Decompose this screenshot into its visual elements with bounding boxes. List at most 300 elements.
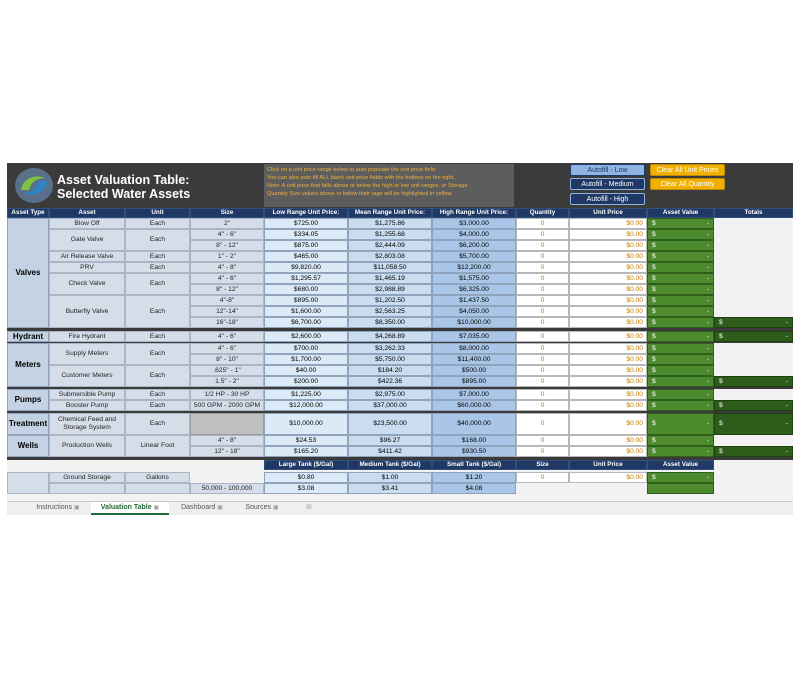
value-dash: - (706, 420, 709, 428)
tab-label: Instructions (36, 504, 73, 511)
quantity-input[interactable]: 0 (516, 273, 569, 284)
currency-symbol: $ (652, 274, 656, 282)
unit-price-input[interactable]: $0.00 (569, 306, 647, 317)
low-price-cell[interactable]: $700.00 (264, 343, 348, 354)
high-price-cell[interactable]: $5,700.00 (432, 251, 516, 262)
currency-symbol: $ (652, 355, 656, 363)
asset-value-cell (647, 317, 714, 328)
mean-price-cell[interactable]: $1,275.86 (348, 218, 432, 229)
currency-symbol: $ (652, 473, 656, 481)
col-header-storage-asset-value: Asset Value (647, 460, 714, 470)
value-dash: - (785, 447, 788, 455)
lock-icon: ▣ (272, 505, 279, 511)
col-header-high: High Range Unit Price: (432, 208, 516, 218)
low-price-cell[interactable]: $10,000.00 (264, 413, 348, 435)
currency-symbol: $ (652, 241, 656, 249)
currency-symbol: $ (719, 332, 723, 340)
lock-icon: ▣ (74, 505, 80, 511)
low-price-cell[interactable]: $1,295.57 (264, 273, 348, 284)
unit-price-input[interactable]: $0.00 (569, 413, 647, 435)
low-price-cell[interactable]: $875.00 (264, 240, 348, 251)
low-price-cell[interactable]: $1,225.00 (264, 389, 348, 400)
swirl-logo-icon (13, 166, 55, 205)
low-price-cell[interactable]: $2,600.00 (264, 331, 348, 342)
size-cell: 50,000 - 100,000 (190, 483, 264, 494)
mean-price-cell[interactable]: $1.00 (348, 472, 432, 483)
size-cell: 500 GPM - 2000 GPM (190, 400, 264, 411)
low-price-cell[interactable]: $165.20 (264, 446, 348, 457)
mean-price-cell[interactable]: $37,000.00 (348, 400, 432, 411)
unit-cell: Gallons (125, 472, 190, 483)
asset-value-cell (647, 354, 714, 365)
currency-symbol: $ (652, 344, 656, 352)
unit-price-input[interactable]: $0.00 (569, 251, 647, 262)
asset-supply-meters: Supply Meters (49, 343, 125, 365)
note-line: You can also auto fill ALL blank unit price fields with the buttons on the right. (267, 175, 455, 181)
spreadsheet-area (7, 163, 793, 515)
low-price-cell[interactable]: $334.05 (264, 229, 348, 240)
total-empty-cell (714, 354, 793, 365)
unit-price-input[interactable]: $0.00 (569, 472, 647, 483)
mean-price-cell[interactable]: $2,988.89 (348, 284, 432, 295)
autofill-high-button[interactable]: Autofill - High (570, 193, 645, 205)
asset-value-cell (647, 413, 714, 435)
value-dash: - (785, 377, 788, 385)
tab-sources[interactable] (235, 502, 289, 515)
size-blank-cell (190, 472, 264, 483)
size-cell: 4" - 6" (190, 273, 264, 284)
instructions-note (264, 164, 514, 207)
asset-prv: PRV (49, 262, 125, 273)
total-empty-cell (714, 295, 793, 306)
quantity-input[interactable]: 0 (516, 306, 569, 317)
asset-ground-storage: Ground Storage (49, 472, 125, 483)
asset-value-cell (647, 273, 714, 284)
quantity-input[interactable]: 0 (516, 446, 569, 457)
unit-cell: Each (125, 400, 190, 411)
size-cell: 1.5" - 2" (190, 376, 264, 387)
col-header-size: Size (190, 208, 264, 218)
unit-price-input[interactable]: $0.00 (569, 365, 647, 376)
currency-symbol: $ (719, 401, 723, 409)
quantity-input[interactable]: 0 (516, 343, 569, 354)
col-header-medium-tank: Medium Tank ($/Gal) (348, 460, 432, 470)
value-dash: - (706, 252, 709, 260)
asset-value-cell (647, 376, 714, 387)
high-price-cell[interactable]: $40,000.00 (432, 413, 516, 435)
unit-price-input[interactable]: $0.00 (569, 343, 647, 354)
unit-price-input[interactable]: $0.00 (569, 295, 647, 306)
low-price-cell[interactable]: $3.08 (264, 483, 348, 494)
unit-cell: Each (125, 413, 190, 435)
value-dash: - (706, 318, 709, 326)
value-dash: - (706, 355, 709, 363)
autofill-medium-button[interactable]: Autofill - Medium (570, 178, 645, 190)
quantity-input[interactable]: 0 (516, 435, 569, 446)
quantity-input[interactable]: 0 (516, 251, 569, 262)
asset-value-cell (647, 472, 714, 483)
low-price-cell[interactable]: $465.00 (264, 251, 348, 262)
total-empty-cell (714, 229, 793, 240)
size-cell: 4" - 8" (190, 262, 264, 273)
size-cell: 4" - 6" (190, 331, 264, 342)
col-header-low: Low Range Unit Price: (264, 208, 348, 218)
quantity-input[interactable]: 0 (516, 365, 569, 376)
asset-type-hydrant: Hydrant (7, 331, 49, 342)
total-empty-cell (714, 435, 793, 446)
asset-booster: Booster Pump (49, 400, 125, 411)
low-price-cell[interactable]: $725.00 (264, 218, 348, 229)
high-price-cell[interactable]: $1,575.00 (432, 273, 516, 284)
value-dash: - (706, 307, 709, 315)
size-cell: 12" - 18" (190, 446, 264, 457)
size-cell: 8" - 12" (190, 240, 264, 251)
high-price-cell[interactable]: $10,000.00 (432, 317, 516, 328)
quantity-input[interactable]: 0 (516, 229, 569, 240)
total-empty-cell (714, 343, 793, 354)
sheet-tab-bar (7, 501, 793, 515)
high-price-cell[interactable]: $4.08 (432, 483, 516, 494)
quantity-input[interactable]: 0 (516, 240, 569, 251)
high-price-cell[interactable]: $6,325.00 (432, 284, 516, 295)
unit-cell: Linear Foot (125, 435, 190, 457)
unit-price-input[interactable]: $0.00 (569, 376, 647, 387)
low-price-cell[interactable]: $895.00 (264, 295, 348, 306)
tab-label: Sources (245, 504, 272, 511)
total-empty-cell (714, 262, 793, 273)
quantity-input[interactable]: 0 (516, 317, 569, 328)
unit-cell: Each (125, 389, 190, 400)
low-price-cell[interactable]: $200.00 (264, 376, 348, 387)
asset-value-cell (647, 343, 714, 354)
quantity-input[interactable]: 0 (516, 284, 569, 295)
value-dash: - (706, 473, 709, 481)
size-cell: 4" - 6" (190, 229, 264, 240)
value-dash: - (706, 241, 709, 249)
currency-symbol: $ (719, 377, 723, 385)
unit-price-input[interactable]: $0.00 (569, 317, 647, 328)
currency-symbol: $ (719, 447, 723, 455)
mean-price-cell[interactable]: $2,803.08 (348, 251, 432, 262)
quantity-input[interactable]: 0 (516, 413, 569, 435)
size-cell: 4"-8" (190, 295, 264, 306)
asset-submersible: Submersible Pump (49, 389, 125, 400)
col-header-asset-value: Asset Value (647, 208, 714, 218)
title-line-2: Selected Water Assets (57, 187, 191, 201)
currency-symbol: $ (652, 447, 656, 455)
high-price-cell[interactable]: $7,000.00 (432, 389, 516, 400)
high-price-cell[interactable]: $11,400.00 (432, 354, 516, 365)
value-dash: - (706, 263, 709, 271)
size-blank-cell (190, 413, 264, 435)
mean-price-cell[interactable]: $96.27 (348, 435, 432, 446)
high-price-cell[interactable]: $168.00 (432, 435, 516, 446)
value-dash: - (706, 344, 709, 352)
total-empty-cell (714, 251, 793, 262)
asset-production-wells: Production Wells (49, 435, 125, 457)
unit-cell: Each (125, 262, 190, 273)
unit-price-input[interactable]: $0.00 (569, 446, 647, 457)
page-title (57, 173, 190, 201)
unit-price-input[interactable]: $0.00 (569, 240, 647, 251)
clear-unit-prices-button[interactable]: Clear All Unit Prices (650, 164, 725, 176)
mean-price-cell[interactable]: $411.42 (348, 446, 432, 457)
title-line-1: Asset Valuation Table: (57, 173, 190, 187)
mean-price-cell[interactable]: $1,465.19 (348, 273, 432, 284)
tab-instructions[interactable] (29, 502, 87, 515)
group-total-cell (714, 317, 793, 328)
value-dash: - (785, 318, 788, 326)
value-dash: - (785, 401, 788, 409)
asset-fire-hydrant: Fire Hydrant (49, 331, 125, 342)
high-price-cell[interactable]: $7,035.00 (432, 331, 516, 342)
total-empty-cell (714, 389, 793, 400)
asset-type-meters: Meters (7, 343, 49, 387)
clear-quantity-button[interactable]: Clear All Quantity (650, 178, 725, 190)
asset-value-cell (647, 284, 714, 295)
currency-symbol: $ (719, 318, 723, 326)
add-sheet-icon[interactable]: ⊞ (306, 504, 312, 511)
tab-label: Dashboard (181, 504, 216, 511)
high-price-cell[interactable]: $1.20 (432, 472, 516, 483)
size-cell: 1" - 2" (190, 251, 264, 262)
size-cell: 8" - 12" (190, 284, 264, 295)
asset-type-valves: Valves (7, 218, 49, 328)
mean-price-cell[interactable]: $23,500.00 (348, 413, 432, 435)
high-price-cell[interactable]: $895.00 (432, 376, 516, 387)
unit-blank-cell (125, 483, 190, 494)
mean-price-cell[interactable]: $2,975.00 (348, 389, 432, 400)
unit-price-input[interactable]: $0.00 (569, 400, 647, 411)
currency-symbol: $ (652, 390, 656, 398)
asset-value-cell (647, 389, 714, 400)
tab-valuation-table[interactable] (91, 502, 169, 515)
note-line: Note: A unit price that falls above or below the high or low unit ranges, or Storage (267, 183, 468, 189)
asset-value-cell (647, 400, 714, 411)
note-line: Click on a unit price range below to auto populate the unit price field. (267, 167, 437, 173)
asset-value-cell (647, 251, 714, 262)
mean-price-cell[interactable]: $11,058.50 (348, 262, 432, 273)
asset-butterfly: Butterfly Valve (49, 295, 125, 328)
asset-value-cell (647, 365, 714, 376)
total-empty-cell (714, 365, 793, 376)
tab-label: Valuation Table (100, 504, 152, 511)
mean-price-cell[interactable]: $2,444.09 (348, 240, 432, 251)
value-dash: - (706, 390, 709, 398)
asset-blow-off: Blow Off (49, 218, 125, 229)
mean-price-cell[interactable]: $184.20 (348, 365, 432, 376)
col-header-small-tank: Small Tank ($/Gal) (432, 460, 516, 470)
asset-blank-cell (49, 483, 125, 494)
col-header-unit-price: Unit Price (569, 208, 647, 218)
col-header-asset: Asset (49, 208, 125, 218)
currency-symbol: $ (652, 436, 656, 444)
asset-chemical: Chemical Feed and Storage System (49, 413, 125, 435)
spacer-cell (7, 460, 49, 470)
asset-value-cell (647, 446, 714, 457)
asset-gate-valve: Gate Valve (49, 229, 125, 251)
lock-icon: ▣ (217, 505, 223, 511)
col-header-unit: Unit (125, 208, 190, 218)
value-dash: - (706, 377, 709, 385)
note-line: Quantity Size values above or below their rage will be highlighted in yellow. (267, 191, 453, 197)
asset-value-cell (647, 229, 714, 240)
value-dash: - (785, 332, 788, 340)
size-cell: 4" - 6" (190, 343, 264, 354)
unit-price-input[interactable]: $0.00 (569, 284, 647, 295)
size-cell: 8" - 10" (190, 354, 264, 365)
group-total-cell (714, 331, 793, 342)
asset-value-cell (647, 331, 714, 342)
unit-price-input[interactable]: $0.00 (569, 218, 647, 229)
unit-cell: Each (125, 251, 190, 262)
high-price-cell[interactable]: $6,200.00 (432, 240, 516, 251)
lock-icon: ▣ (153, 505, 160, 511)
unit-cell: Each (125, 218, 190, 229)
asset-value-cell (647, 262, 714, 273)
mean-price-cell[interactable]: $2,563.25 (348, 306, 432, 317)
low-price-cell[interactable]: $40.00 (264, 365, 348, 376)
currency-symbol: $ (652, 296, 656, 304)
currency-symbol: $ (652, 366, 656, 374)
mean-price-cell[interactable]: $1,202.50 (348, 295, 432, 306)
quantity-input[interactable]: 0 (516, 400, 569, 411)
mean-price-cell[interactable]: $3.41 (348, 483, 432, 494)
high-price-cell[interactable]: $60,000.00 (432, 400, 516, 411)
col-header-asset-type: Asset Type (7, 208, 49, 218)
low-price-cell[interactable]: $6,700.00 (264, 317, 348, 328)
col-header-quantity: Quantity (516, 208, 569, 218)
size-cell: 1/2 HP - 30 HP (190, 389, 264, 400)
high-price-cell[interactable]: $4,050.00 (432, 306, 516, 317)
asset-value-cell (647, 218, 714, 229)
currency-symbol: $ (652, 263, 656, 271)
quantity-input[interactable]: 0 (516, 331, 569, 342)
col-header-storage-size: Size (516, 460, 569, 470)
high-price-cell[interactable]: $8,000.00 (432, 343, 516, 354)
size-cell: 2" (190, 218, 264, 229)
high-price-cell[interactable]: $4,000.00 (432, 229, 516, 240)
low-price-cell[interactable]: $680.00 (264, 284, 348, 295)
quantity-input[interactable]: 0 (516, 354, 569, 365)
total-empty-cell (714, 240, 793, 251)
quantity-input[interactable]: 0 (516, 295, 569, 306)
asset-type-treatment: Treatment (7, 413, 49, 435)
autofill-low-button[interactable]: Autofill - Low (570, 164, 645, 176)
asset-type-wells: Wells (7, 435, 49, 457)
group-total-cell (714, 413, 793, 435)
low-price-cell[interactable]: $1,700.00 (264, 354, 348, 365)
group-total-cell (714, 400, 793, 411)
tab-dashboard[interactable] (173, 502, 231, 515)
low-price-cell[interactable]: $0.80 (264, 472, 348, 483)
unit-cell: Each (125, 331, 190, 342)
value-dash: - (706, 332, 709, 340)
value-dash: - (706, 296, 709, 304)
asset-type-storage (7, 472, 49, 494)
value-dash: - (706, 285, 709, 293)
size-cell: 12"-14" (190, 306, 264, 317)
low-price-cell[interactable]: $1,600.00 (264, 306, 348, 317)
col-header-mean: Mean Range Unit Price: (348, 208, 432, 218)
currency-symbol: $ (652, 318, 656, 326)
unit-price-input[interactable]: $0.00 (569, 273, 647, 284)
low-price-cell[interactable]: $24.53 (264, 435, 348, 446)
value-dash: - (706, 447, 709, 455)
quantity-input[interactable]: 0 (516, 389, 569, 400)
quantity-input[interactable]: 0 (516, 472, 569, 483)
value-dash: - (706, 219, 709, 227)
group-total-cell (714, 376, 793, 387)
total-empty-cell (714, 218, 793, 229)
value-dash: - (785, 420, 788, 428)
high-price-cell[interactable]: $930.50 (432, 446, 516, 457)
value-dash: - (706, 274, 709, 282)
currency-symbol: $ (652, 230, 656, 238)
low-price-cell[interactable]: $9,820.00 (264, 262, 348, 273)
unit-cell: Each (125, 295, 190, 328)
currency-symbol: $ (652, 307, 656, 315)
asset-value-cell (647, 306, 714, 317)
value-dash: - (706, 366, 709, 374)
unit-cell: Each (125, 273, 190, 295)
unit-price-input[interactable]: $0.00 (569, 354, 647, 365)
asset-value-cell (647, 295, 714, 306)
mean-price-cell[interactable]: $1,255.68 (348, 229, 432, 240)
high-price-cell[interactable]: $500.00 (432, 365, 516, 376)
unit-price-input[interactable]: $0.00 (569, 262, 647, 273)
size-cell: 16"-18" (190, 317, 264, 328)
mean-price-cell[interactable]: $5,750.00 (348, 354, 432, 365)
mean-price-cell[interactable]: $8,350.00 (348, 317, 432, 328)
asset-value-cell (647, 483, 714, 494)
unit-price-input[interactable]: $0.00 (569, 435, 647, 446)
high-price-cell[interactable]: $12,200.00 (432, 262, 516, 273)
unit-price-input[interactable]: $0.00 (569, 229, 647, 240)
value-dash: - (706, 436, 709, 444)
high-price-cell[interactable]: $1,437.50 (432, 295, 516, 306)
total-empty-cell (714, 306, 793, 317)
size-cell: 4" - 8" (190, 435, 264, 446)
quantity-input[interactable]: 0 (516, 218, 569, 229)
size-cell: .625" - 1" (190, 365, 264, 376)
unit-price-input[interactable]: $0.00 (569, 331, 647, 342)
currency-symbol: $ (652, 401, 656, 409)
currency-symbol: $ (652, 377, 656, 385)
col-header-totals: Totals (714, 208, 793, 218)
mean-price-cell[interactable]: $422.36 (348, 376, 432, 387)
value-dash: - (706, 401, 709, 409)
col-header-storage-unit-price: Unit Price (569, 460, 647, 470)
mean-price-cell[interactable]: $4,268.89 (348, 331, 432, 342)
asset-air-release: Air Release Valve (49, 251, 125, 262)
quantity-input[interactable]: 0 (516, 376, 569, 387)
mean-price-cell[interactable]: $3,262.33 (348, 343, 432, 354)
asset-customer-meters: Customer Meters (49, 365, 125, 387)
asset-value-cell (647, 435, 714, 446)
currency-symbol: $ (719, 420, 723, 428)
title-banner (7, 163, 793, 208)
total-empty-cell (714, 273, 793, 284)
asset-type-pumps: Pumps (7, 389, 49, 411)
unit-price-input[interactable]: $0.00 (569, 389, 647, 400)
high-price-cell[interactable]: $3,000.00 (432, 218, 516, 229)
col-header-large-tank: Large Tank ($/Gal) (264, 460, 348, 470)
low-price-cell[interactable]: $12,000.00 (264, 400, 348, 411)
value-dash: - (706, 230, 709, 238)
currency-symbol: $ (652, 332, 656, 340)
quantity-input[interactable]: 0 (516, 262, 569, 273)
